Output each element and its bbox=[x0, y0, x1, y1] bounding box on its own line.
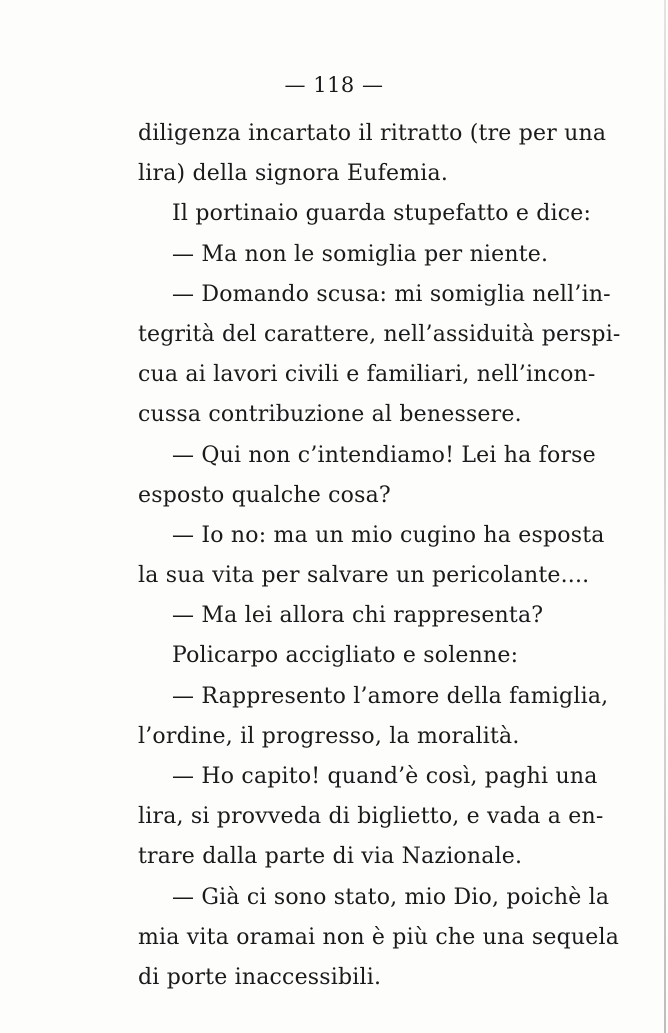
text-line: Il portinaio guarda stupefatto e dice: bbox=[172, 201, 592, 227]
text-line: — Ma non le somiglia per niente. bbox=[172, 241, 549, 267]
text-line: cussa contribuzione al benessere. bbox=[138, 402, 522, 428]
text-line: trare dalla parte di via Nazionale. bbox=[138, 844, 523, 870]
text-line: diligenza incartato il ritratto (tre per una bbox=[138, 121, 607, 146]
page-number: — 118 — bbox=[284, 73, 384, 97]
body-text bbox=[138, 114, 621, 998]
text-line: — Qui non c’intendiamo! Lei ha forse bbox=[172, 442, 596, 468]
text-line: — Domando scusa: mi somiglia nell’in- bbox=[172, 281, 611, 307]
text-line: l’ordine, il progresso, la moralità. bbox=[138, 723, 520, 749]
text-line: di porte inaccessibili. bbox=[138, 964, 382, 990]
text-line: lira, si provveda di biglietto, e vada a en- bbox=[138, 804, 604, 830]
text-line: la sua vita per salvare un pericolante.... bbox=[138, 563, 590, 589]
text-line: — Ho capito! quand’è così, paghi una bbox=[172, 764, 598, 789]
text-line: lira) della signora Eufemia. bbox=[138, 161, 449, 187]
text-line: — Già ci sono stato, mio Dio, poichè la bbox=[172, 884, 610, 910]
text-line: — Rappresento l’amore della famiglia, bbox=[172, 683, 609, 709]
page-edge bbox=[664, 0, 666, 1033]
text-line: cua ai lavori civili e familiari, nell’incon- bbox=[138, 362, 596, 388]
text-line: — Ma lei allora chi rappresenta? bbox=[172, 603, 544, 629]
text-line: — Io no: ma un mio cugino ha esposta bbox=[172, 522, 605, 548]
text-line: tegrità del carattere, nell’assiduità perspi- bbox=[138, 321, 621, 347]
text-line: Policarpo accigliato e solenne: bbox=[172, 643, 519, 669]
text-line: esposto qualche cosa? bbox=[138, 482, 391, 508]
text-line: mia vita oramai non è più che una sequela bbox=[138, 924, 620, 950]
